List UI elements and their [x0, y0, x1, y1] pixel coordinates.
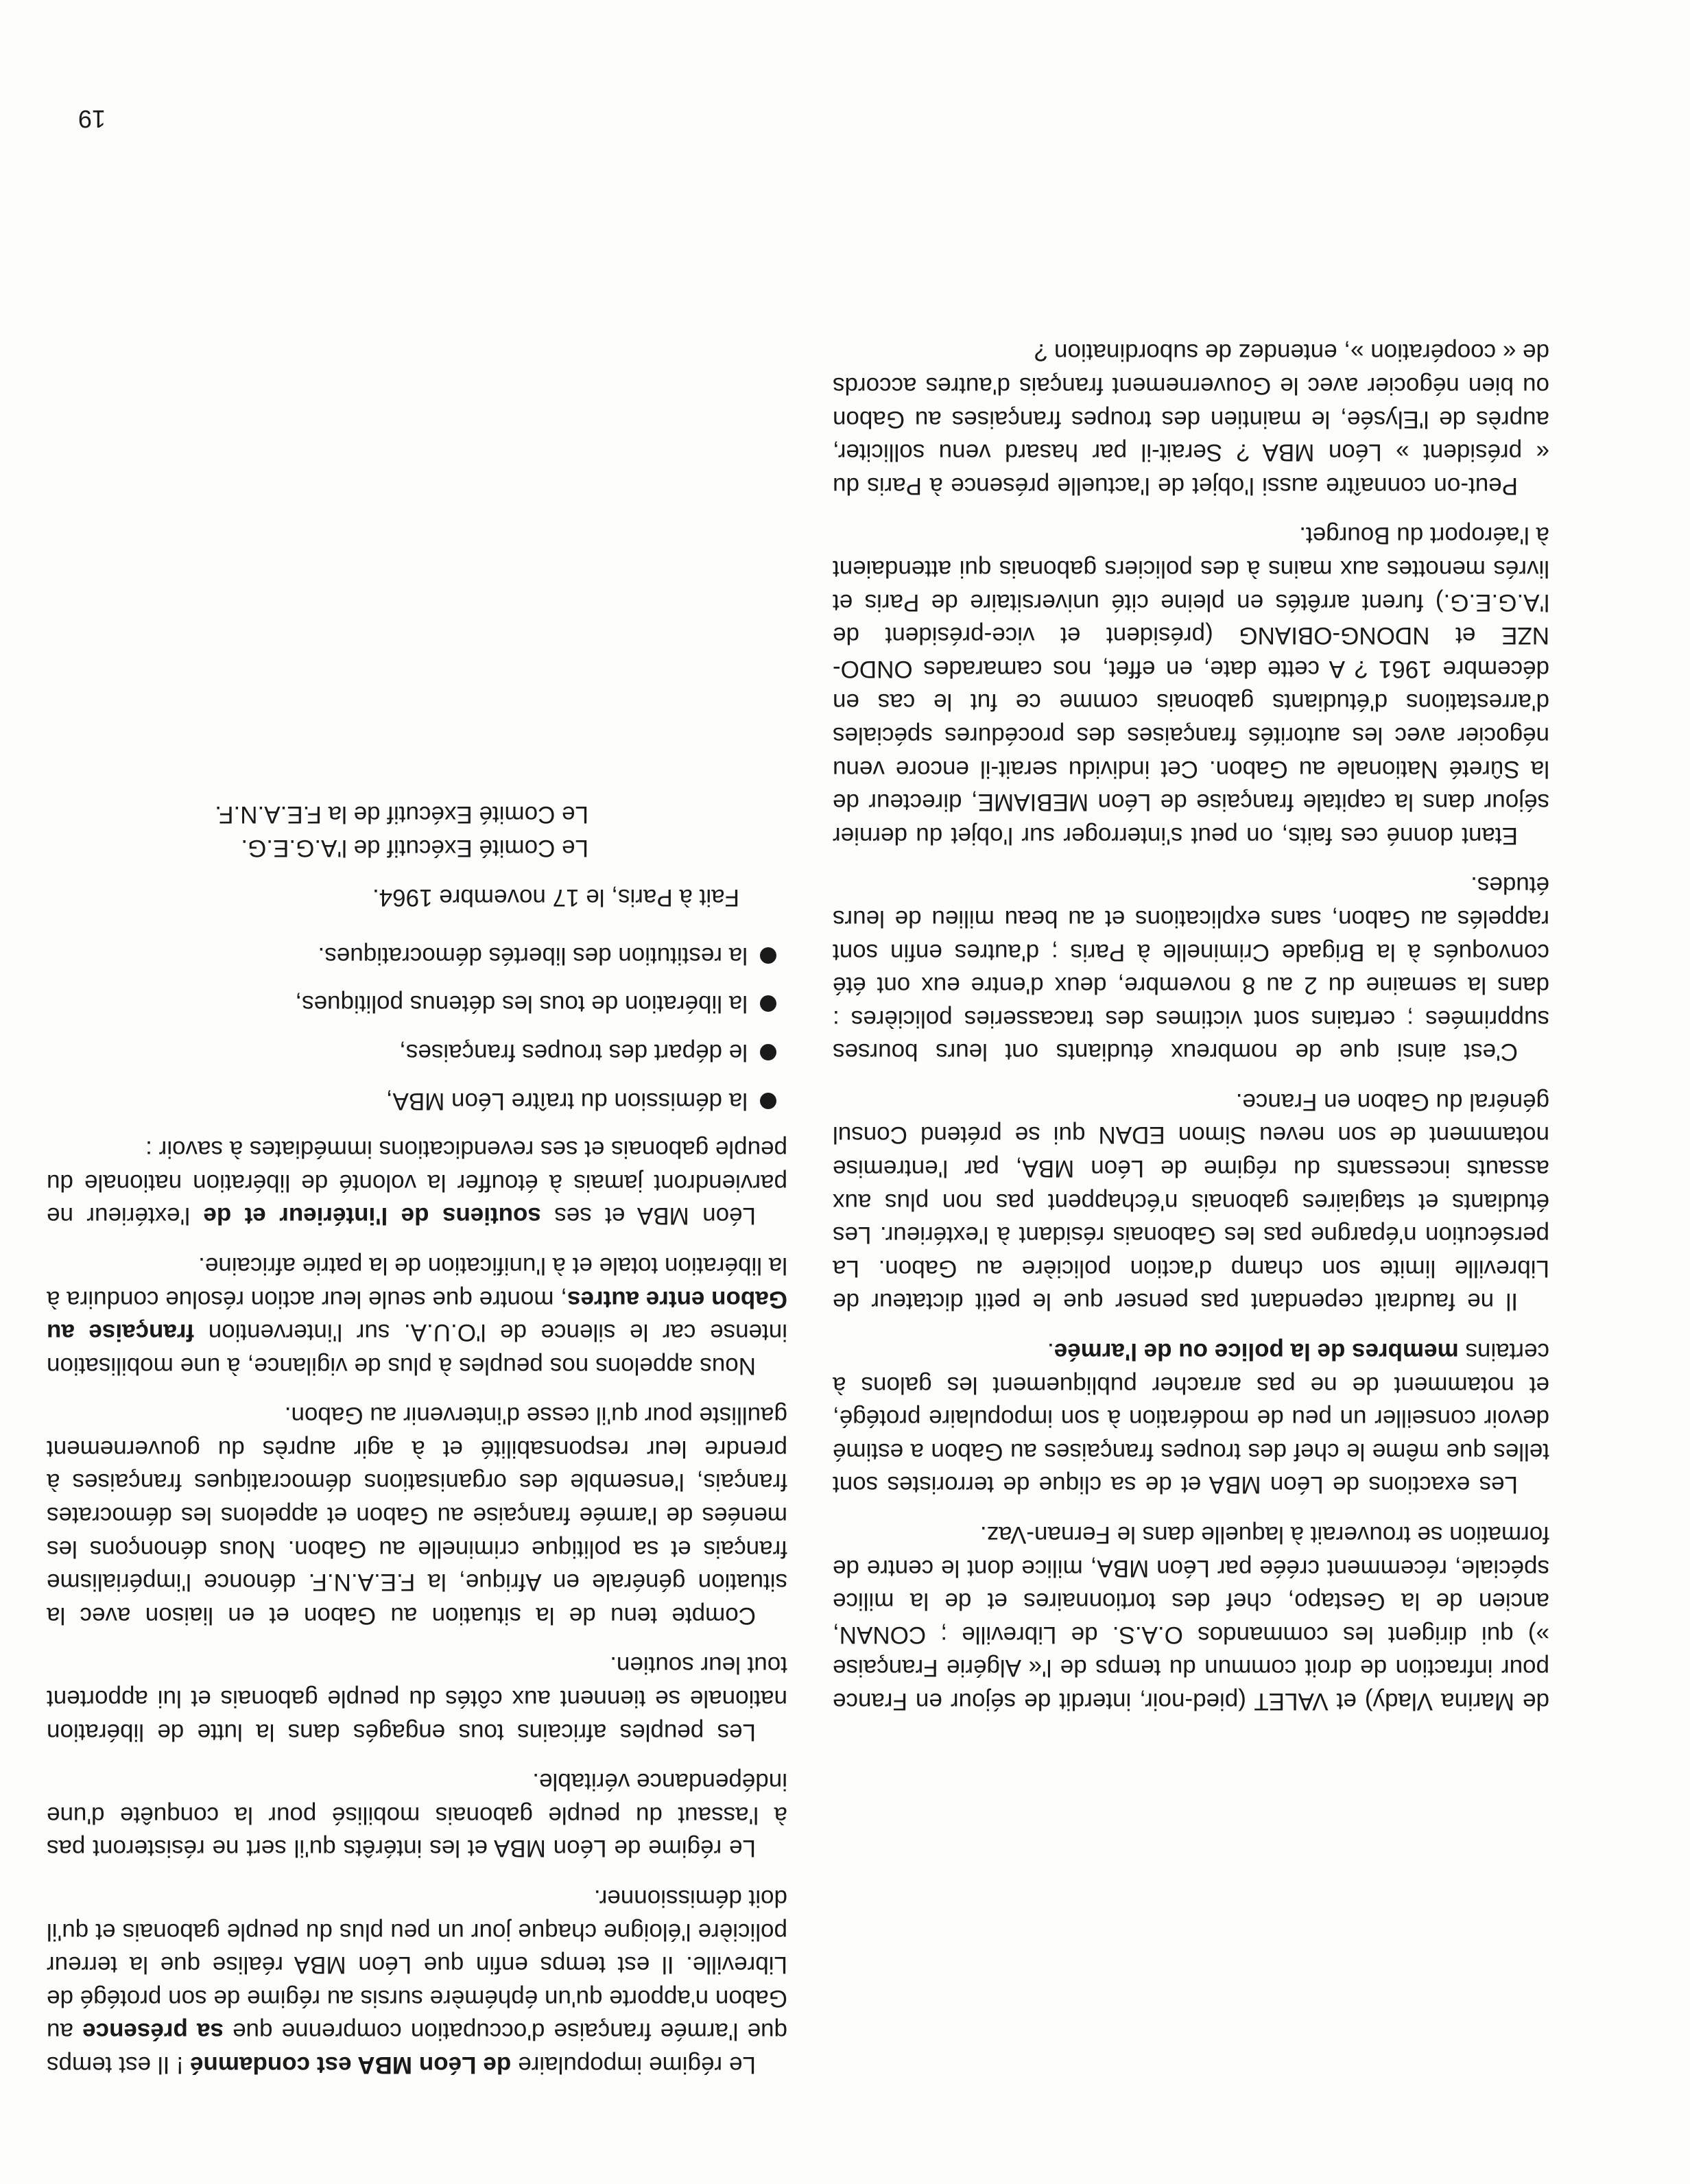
bullet-icon [760, 1044, 776, 1060]
list-item [47, 1035, 787, 1069]
left-paragraph-1: de Marina Vlady) et VALET (pied-noir, interdit de séjour en France pour infraction de droit commun du temps de l'« Algérie Française ») qui dirigent les commandos O.A.S. de Libreville ; CONAN, ancien de la Gestapo, chef des tortionnaires et de la milice spéciale, récemment créée par Léon MBA, milice dont le centre de formation se trouverait à laquelle dans le Fernan-Vaz. [833, 1521, 1549, 1715]
list-item [47, 1084, 787, 1117]
right-paragraph-2: Le régime de Léon MBA et les intérêts qu'il sert ne résisteront pas à l'assaut du peuple gabonais mobilisé pour la conquête d'une indépendance véritable. [47, 1768, 787, 1862]
signature-feanf: Le Comité Exécutif de la F.E.A.N.F. [215, 801, 588, 828]
demands-list [47, 938, 787, 1117]
signoff [47, 797, 787, 914]
signature-ageg: Le Comité Exécutif de l'A.G.E.G. [241, 834, 588, 862]
bold-span: soutiens de l'intérieur et de [203, 1202, 541, 1230]
left-paragraph-6: Peut-on connaître aussi l'objet de l'actuelle présence à Paris du « président » Léon MBA ? Serait-il par hasard venu solliciter, auprès de l'Elysée, le maintien des troupes françaises au Gabon ou bien négocier avec le Gouvernement français d'autres accords de « coopération », entendez de subordination ? [833, 339, 1549, 499]
left-paragraph-4: C'est ainsi que de nombreux étudiants ont leurs bourses supprimées ; certains sont victimes des tracasseries policières : dans la semaine du 2 au 8 novembre, deux d'entre eux ont été convoqués à la Brigade Criminelle à Paris ; d'autres enfin sont rappelés au Gabon, sans explications et au beau milieu de leurs études. [833, 872, 1549, 1066]
text-span: Nous appelons nos peuples à plus de vigilance, à une mobilisation intense car le silence de l'O.U.A. sur l'intervention [47, 1319, 787, 1379]
list-item [47, 987, 787, 1021]
list-item-text: le départ des troupes françaises, [399, 1038, 748, 1066]
list-item-text: la restitution des libertés démocratiques. [318, 942, 748, 969]
text-span: , montre que seule leur action résolue conduira à la libération totale et à l'unification de la patrie africaine. [47, 1252, 787, 1313]
bold-span: membres de la police ou de l'armée [1054, 1338, 1459, 1366]
text-span: Léon MBA et ses [540, 1202, 756, 1230]
date-line: Fait à Paris, le 17 novembre 1964. [372, 884, 739, 912]
text-span: Les exactions de Léon MBA et de sa clique de terroristes sont telles que même le chef des troupes françaises au Gabon a estimé devoir conseiller un peu de modération à son impopulaire protégé, et notamment de ne pas arracher publiquement les galons à certains [833, 1338, 1549, 1499]
left-paragraph-3: Il ne faudrait cependant pas penser que le petit dictateur de Libreville limite son champ d'action policière au Gabon. La persécution n'épargne pas les Gabonais résidant à l'extérieur. Les étudiants et stagiaires gabonais n'échappent pas non plus aux assauts incessants du régime de Léon MBA, par l'entremise notamment de son neveu Simon EDAN qui se prétend Consul général du Gabon en France. [833, 1088, 1549, 1316]
list-item-text: la libération de tous les détenus politiques, [295, 990, 748, 1018]
bullet-icon [760, 947, 776, 964]
page-number: 19 [78, 105, 106, 133]
bold-span: de Léon MBA est condamné [190, 2052, 512, 2078]
list-item [47, 938, 787, 972]
left-paragraph-2 [833, 1334, 1549, 1501]
text-span: ! Il est temps que l'armée française d'occupation comprenne que [46, 2018, 787, 2078]
right-column [47, 797, 787, 2081]
bullet-icon [760, 995, 776, 1012]
text-span: au Gabon n'apporte qu'un éphémère sursis au régime de son protégé de Libreville. Il est temps enfin que Léon MBA réalise que la terreur policière l'éloigne chaque jour un peu plus du peuple gabonais et qu'il doit démissionner. [47, 1885, 787, 2045]
left-column [833, 335, 1549, 1718]
bullet-icon [760, 1093, 776, 1109]
right-paragraph-1 [47, 1881, 787, 2081]
right-paragraph-5 [47, 1248, 787, 1381]
text-span: . [1047, 1338, 1054, 1366]
left-paragraph-5: Etant donné ces faits, on peut s'interroger sur l'objet du dernier séjour dans la capitale française de Léon MEBIAME, directeur de la Sûreté Nationale au Gabon. Cet individu serait-il encore venu négocier avec les autorités françaises des procédures spéciales d'arrestations d'étudiants gabonais comme ce fut le cas en décembre 1961 ? A cette date, en effet, nos camarades ONDO-NZE et NDONG-OBIANG (président et vice-président de l'A.G.E.G.) furent arrêtés en pleine cité universitaire de Paris et livrés menottes aux mains à des policiers gabonais qui attendaient à l'aéroport du Bourget. [833, 522, 1549, 849]
text-span: l'extérieur ne parviendront jamais à étouffer la volonté de libération nationale du peuple gabonais et ses revendications immédiates à savoir : [47, 1136, 787, 1230]
bold-span: sa présence [82, 2018, 224, 2045]
right-paragraph-3: Les peuples africains tous engagés dans la lutte de libération nationale se tiennent aux côtés du peuple gabonais et lui apportent tout leur soutien. [47, 1652, 787, 1746]
text-span: Le régime impopulaire [511, 2052, 756, 2078]
right-paragraph-4: Compte tenu de la situation au Gabon et en liaison avec la situation générale en Afrique, la F.E.A.N.F. dénonce l'impérialisme français et sa politique criminelle au Gabon. Nous dénonçons les menées de l'armée française au Gabon et appelons les démocrates français, l'ensemble des organisations démocratiques françaises à prendre leur responsabilité et à agir auprès du gouvernement gaulliste pour qu'il cesse d'intervenir au Gabon. [47, 1402, 787, 1629]
right-paragraph-6 [47, 1132, 787, 1233]
list-item-text: la démission du traître Léon MBA, [385, 1087, 748, 1115]
bold-span: française au Gabon entre autres [47, 1285, 787, 1346]
